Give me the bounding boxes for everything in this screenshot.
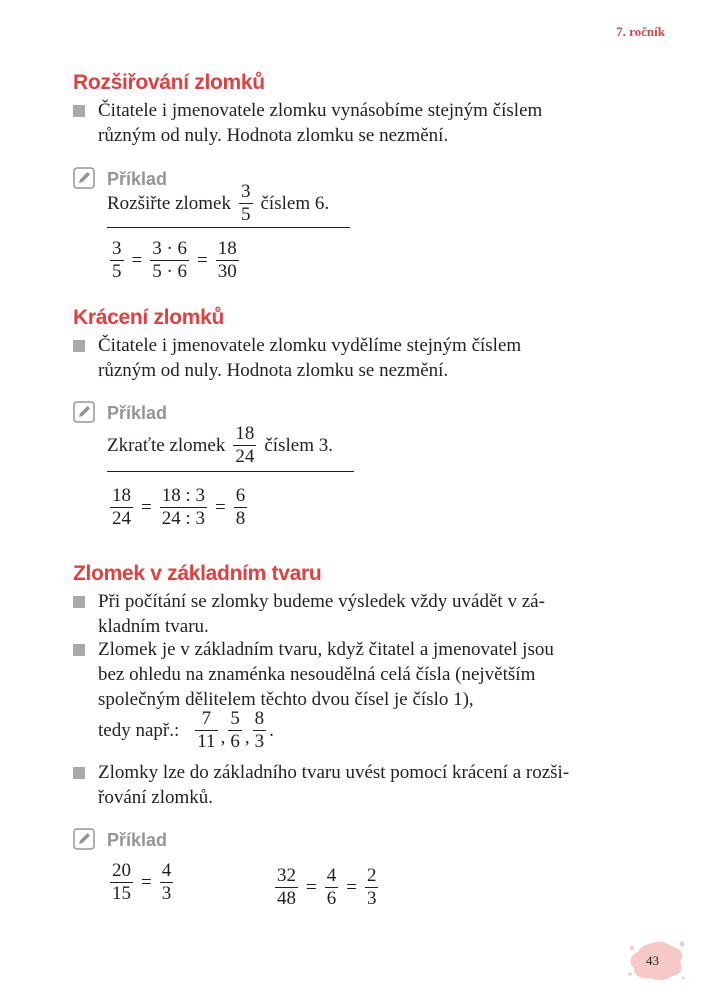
denominator: 15 — [112, 883, 131, 904]
bullet-text-line: Zlomek je v základním tvaru, když čitatel a jmenovatel jsou — [98, 639, 554, 660]
example-task — [107, 423, 333, 468]
fraction — [110, 485, 133, 530]
fraction — [253, 708, 267, 753]
denominator: 3 — [254, 731, 265, 752]
numerator: 3 — [112, 238, 122, 259]
bullet-text-line: různým od nuly. Hodnota zlomku se nezmění. — [98, 125, 449, 146]
examples-prefix: tedy např.: — [98, 719, 180, 741]
fraction — [325, 865, 339, 910]
numerator: 32 — [277, 865, 296, 886]
bullet-text-line: Čitatele i jmenovatele zlomku vydělíme stejným číslem — [98, 335, 522, 356]
numerator: 20 — [112, 860, 131, 881]
fraction — [233, 423, 256, 468]
pencil-icon — [73, 167, 95, 189]
task-prefix: Zkraťte zlomek — [107, 434, 226, 456]
equals-sign: = — [131, 249, 143, 271]
bullet-basic-form-method — [73, 760, 633, 810]
fraction — [110, 238, 124, 283]
bullet-text-line: kladním tvaru. — [98, 616, 209, 637]
page-number: 43 — [646, 953, 659, 968]
denominator: 3 — [161, 883, 172, 904]
bullet-basic-form-result — [73, 589, 633, 639]
example-label: Příklad — [107, 403, 168, 423]
equals-sign: = — [306, 876, 317, 898]
fraction — [239, 181, 253, 226]
numerator: 4 — [161, 860, 172, 881]
numerator: 18 — [112, 485, 131, 506]
example-task — [107, 181, 329, 226]
equation — [107, 485, 250, 530]
equals-sign: = — [141, 871, 152, 893]
numerator: 4 — [326, 865, 337, 886]
task-prefix: Rozšiřte zlomek — [107, 192, 231, 214]
period: . — [269, 719, 274, 741]
denominator: 24 : 3 — [161, 508, 205, 529]
comma: , — [244, 727, 250, 748]
fraction — [160, 860, 174, 905]
task-suffix: číslem 3. — [264, 434, 333, 456]
numerator: 8 — [254, 708, 265, 729]
equation — [272, 865, 381, 910]
bullet-square-icon — [73, 596, 85, 608]
denominator: 3 — [366, 888, 377, 909]
bullet-square-icon — [73, 105, 85, 117]
denominator: 5 — [241, 204, 251, 225]
task-suffix: číslem 6. — [260, 192, 330, 214]
denominator: 8 — [235, 508, 246, 529]
fraction — [365, 865, 379, 910]
numerator: 18 — [217, 238, 237, 259]
divider-line — [107, 227, 350, 228]
examples-line — [98, 708, 274, 753]
equation — [107, 860, 176, 905]
bullet-expanding-rule — [73, 98, 633, 148]
denominator: 6 — [326, 888, 337, 909]
denominator: 24 — [112, 508, 131, 529]
equals-sign: = — [346, 876, 357, 898]
example-label: Příklad — [107, 169, 168, 189]
fraction — [234, 485, 248, 530]
bullet-square-icon — [73, 340, 85, 352]
bullet-text-line: bez ohledu na znaménka nesoudělná celá čísla (největším — [98, 664, 536, 685]
numerator: 18 — [235, 423, 255, 444]
fraction — [228, 708, 242, 753]
bullet-text-line: společným dělitelem těchto dvou čísel je číslo 1), — [98, 689, 474, 710]
denominator: 5 — [112, 261, 122, 282]
numerator: 2 — [366, 865, 377, 886]
equation — [107, 238, 242, 283]
fraction — [160, 485, 207, 530]
bullet-reducing-rule — [73, 333, 633, 383]
heading-reducing-fractions: Krácení zlomků — [73, 306, 225, 329]
denominator: 48 — [277, 888, 296, 909]
fraction — [150, 238, 189, 283]
divider-line — [107, 471, 354, 472]
pencil-icon — [73, 828, 95, 850]
equals-sign: = — [141, 496, 152, 518]
pencil-icon — [73, 401, 95, 423]
grade-label: 7. ročník — [616, 24, 665, 39]
fraction — [110, 860, 133, 905]
denominator: 6 — [230, 731, 240, 752]
bullet-text-line: Čitatele i jmenovatele zlomku vynásobíme stejným číslem — [98, 100, 543, 121]
bullet-text-line: Zlomky lze do základního tvaru uvést pomocí krácení a rozši- — [98, 762, 570, 783]
heading-expanding-fractions: Rozšiřování zlomků — [73, 71, 265, 94]
equals-sign: = — [197, 249, 208, 271]
numerator: 7 — [201, 708, 212, 729]
numerator: 6 — [235, 485, 246, 506]
numerator: 3 — [241, 181, 251, 202]
comma: , — [220, 727, 226, 748]
denominator: 11 — [197, 731, 216, 752]
fraction — [216, 238, 239, 283]
fraction — [275, 865, 298, 910]
numerator: 3 · 6 — [152, 238, 188, 259]
fraction — [195, 708, 217, 753]
heading-basic-form: Zlomek v základním tvaru — [73, 562, 322, 585]
bullet-text-line: řování zlomků. — [98, 787, 214, 808]
numerator: 18 : 3 — [161, 485, 205, 506]
denominator: 30 — [217, 261, 237, 282]
equals-sign: = — [215, 496, 226, 518]
bullet-square-icon — [73, 644, 85, 656]
bullet-basic-form-definition — [73, 637, 633, 712]
numerator: 5 — [230, 708, 240, 729]
bullet-text-line: Při počítání se zlomky budeme výsledek vždy uvádět v zá- — [98, 591, 545, 612]
bullet-square-icon — [73, 767, 85, 779]
example-label: Příklad — [107, 830, 168, 850]
bullet-text-line: různým od nuly. Hodnota zlomku se nezmění. — [98, 360, 449, 381]
denominator: 5 · 6 — [152, 261, 188, 282]
denominator: 24 — [235, 446, 255, 467]
